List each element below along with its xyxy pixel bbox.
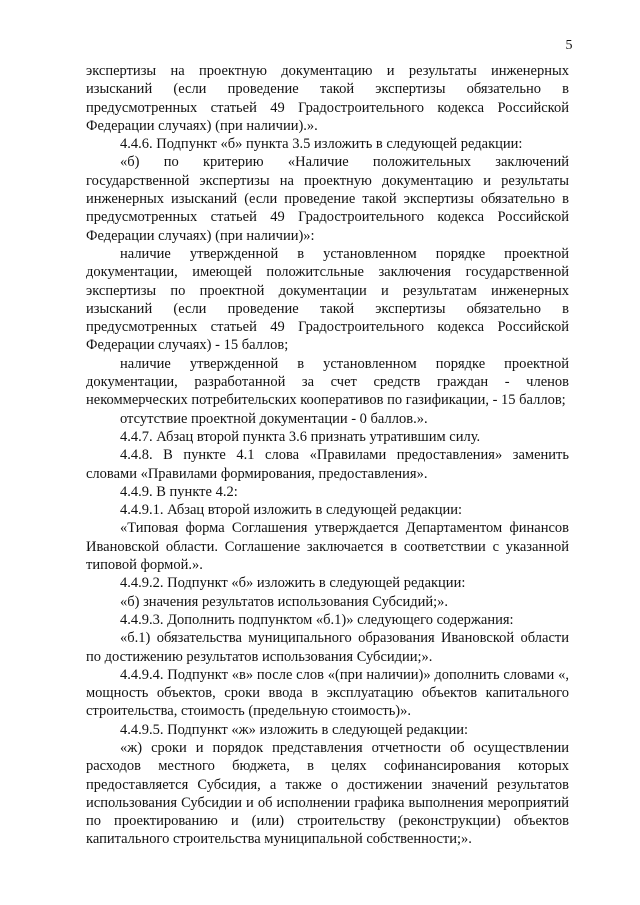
paragraph: 4.4.9.1. Абзац второй изложить в следующей редакции: — [120, 502, 463, 519]
paragraph: экспертизы на проектную документацию и результаты инженерных изысканий (если проведение такой экспертизы обязательно в предусмотренных статьей 49 Градостроительного кодекса Российской Федерации случаях) (при наличии).». — [86, 63, 569, 134]
paragraph: «Типовая форма Соглашения утверждается Департаментом финансов Ивановской области. Соглашение заключается в соответствии с указанной типовой формой.». — [86, 520, 569, 574]
paragraph: наличие утвержденной в установленном порядке проектной документации, разработанной за счет средств граждан - членов некоммерческих потребительских кооперативов по газификации, - 15 баллов; — [86, 355, 569, 409]
paragraph: «ж) сроки и порядок представления отчетности об осуществлении расходов местного бюджета, в целях софинансирования которых предоставляется Субсидия, а также о достижении значений результатов использования Субсидии и об исполнении графика выполнения мероприятий по проектированию и (или) строительству (реконструкции) объектов капитального строительства муниципальной собственности;». — [86, 739, 569, 848]
page-number: 5 — [565, 38, 573, 53]
paragraph: 4.4.6. Подпункт «б» пункта 3.5 изложить в следующей редакции: — [120, 136, 523, 153]
paragraph: «б) значения результатов использования Субсидий;». — [120, 593, 449, 610]
paragraph: 4.4.9.3. Дополнить подпунктом «б.1)» следующего содержания: — [120, 611, 514, 628]
paragraph: «б.1) обязательства муниципального образования Ивановской области по достижению результатов использования Субсидии;». — [86, 630, 569, 665]
paragraph: 4.4.9.4. Подпункт «в» после слов «(при наличии)» дополнить словами «, мощность объектов, сроки ввода в эксплуатацию объектов капитального строительства, стоимость (предельную стоимость)». — [86, 666, 569, 720]
paragraph: наличие утвержденной в установленном порядке проектной документации, имеющей положитсльные заключения государственной экспертизы по проектной документации и результатам инженерных изысканий (если проведение такой экспертизы обязательно в предусмотренных статьей 49 Градостроительного кодекса Российской Федерации случаях) - 15 баллов; — [86, 245, 569, 354]
document-body — [86, 62, 569, 849]
paragraph: 4.4.7. Абзац второй пункта 3.6 признать утратившим силу. — [120, 428, 481, 445]
paragraph: отсутствие проектной документации - 0 баллов.». — [120, 410, 428, 427]
paragraph: 4.4.9. В пункте 4.2: — [120, 483, 238, 500]
paragraph: 4.4.9.2. Подпункт «б» изложить в следующей редакции: — [120, 575, 466, 592]
paragraph: 4.4.8. В пункте 4.1 слова «Правилами предоставления» заменить словами «Правилами формирования, предоставления». — [86, 447, 569, 482]
paragraph: 4.4.9.5. Подпункт «ж» изложить в следующей редакции: — [120, 721, 468, 738]
paragraph: «б) по критерию «Наличие положительных заключений государственной экспертизы на проектную документацию и результаты инженерных изысканий (если проведение такой экспертизы обязательно в предусмотренных статьей 49 Градостроительного кодекса Российской Федерации случаях) (при наличии)»: — [86, 154, 569, 244]
